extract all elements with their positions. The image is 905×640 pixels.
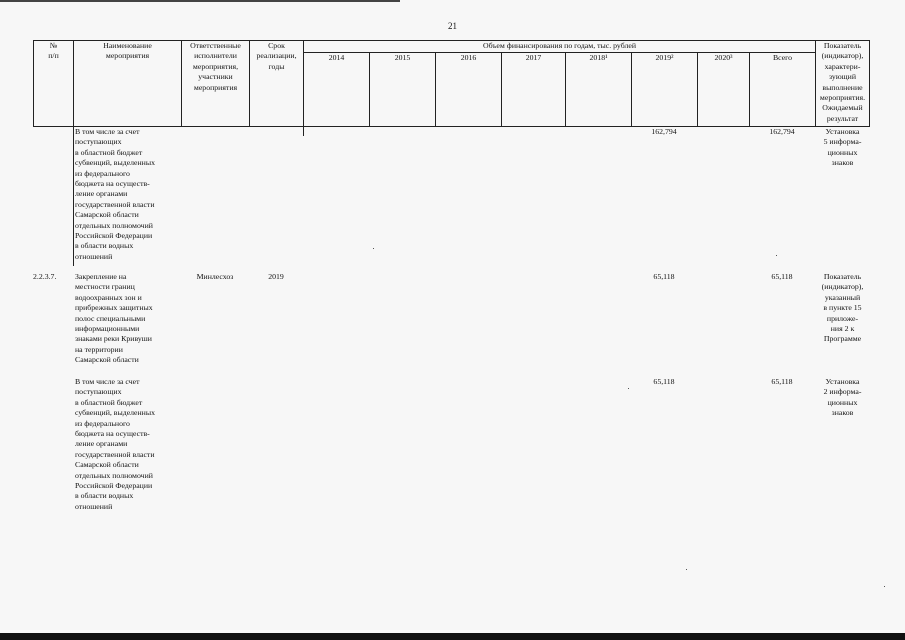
body-line — [73, 126, 74, 266]
header-term: Срок реализации, годы — [249, 40, 303, 126]
row1-name: В том числе за счет поступающих в областной бюджет субвенций, выделенных из федерального бюджета на осуществ- ление органами государственной власти Самарской области отдельных полномочий Российской Федерации в области водных отношений — [75, 127, 155, 261]
header-year-2016: 2016 — [435, 52, 501, 126]
row1-total: 162,794 — [769, 127, 795, 136]
header-name: Наименование мероприятия — [73, 40, 181, 126]
header-year-2015: 2015 — [369, 52, 435, 126]
scan-bottom-edge — [0, 633, 905, 640]
header-total: Всего — [749, 52, 815, 126]
header-year-2017: 2017 — [501, 52, 565, 126]
row2-num: 2.2.3.7. — [33, 272, 57, 281]
header-funding-group: Объем финансирования по годам, тыс. рублей — [303, 40, 815, 52]
row2-executor: Минлесхоз — [196, 272, 234, 281]
header-year-2020: 2020³ — [697, 52, 749, 126]
scan-top-line — [0, 0, 400, 2]
row3-name: В том числе за счет поступающих в областной бюджет субвенций, выделенных из федерального бюджета на осуществ- ление органами государственной власти Самарской области отдельных полномочий Российской Федерации в области водных отношений — [75, 377, 155, 511]
header-year-2014: 2014 — [303, 52, 369, 126]
header-indicator: Показатель (индикатор), характери- зующий выполнение мероприятия. Ожидаемый результат — [815, 40, 870, 126]
scan-speck — [884, 586, 885, 587]
row2-2019: 65,118 — [653, 272, 675, 281]
row3-indicator: Установка 2 информа- ционных знаков — [823, 377, 862, 418]
scan-speck — [628, 388, 629, 389]
row2-total: 65,118 — [771, 272, 793, 281]
scan-speck — [686, 569, 687, 570]
header-year-2019: 2019² — [631, 52, 697, 126]
scan-speck — [776, 255, 777, 256]
scan-speck — [373, 248, 374, 249]
row3-total: 65,118 — [771, 377, 793, 386]
header-executors: Ответственные исполнители мероприятия, участники мероприятия — [181, 40, 249, 126]
row2-name: Закрепление на местности границ водоохранных зон и прибрежных защитных полос специальными информационными знаками реки Кривуши на территории Самарской области — [75, 272, 153, 365]
header-year-2018: 2018¹ — [565, 52, 631, 126]
body-line — [303, 126, 304, 136]
row2-term: 2019 — [268, 272, 284, 281]
row3-2019: 65,118 — [653, 377, 675, 386]
row2-indicator: Показатель (индикатор), указанный в пункте 15 приложе- ния 2 к Программе — [821, 272, 864, 344]
row1-indicator: Установка 5 информа- ционных знаков — [823, 127, 862, 168]
header-num: № п/п — [33, 40, 73, 126]
page-number: 21 — [448, 21, 457, 31]
row1-2019: 162,794 — [651, 127, 677, 136]
